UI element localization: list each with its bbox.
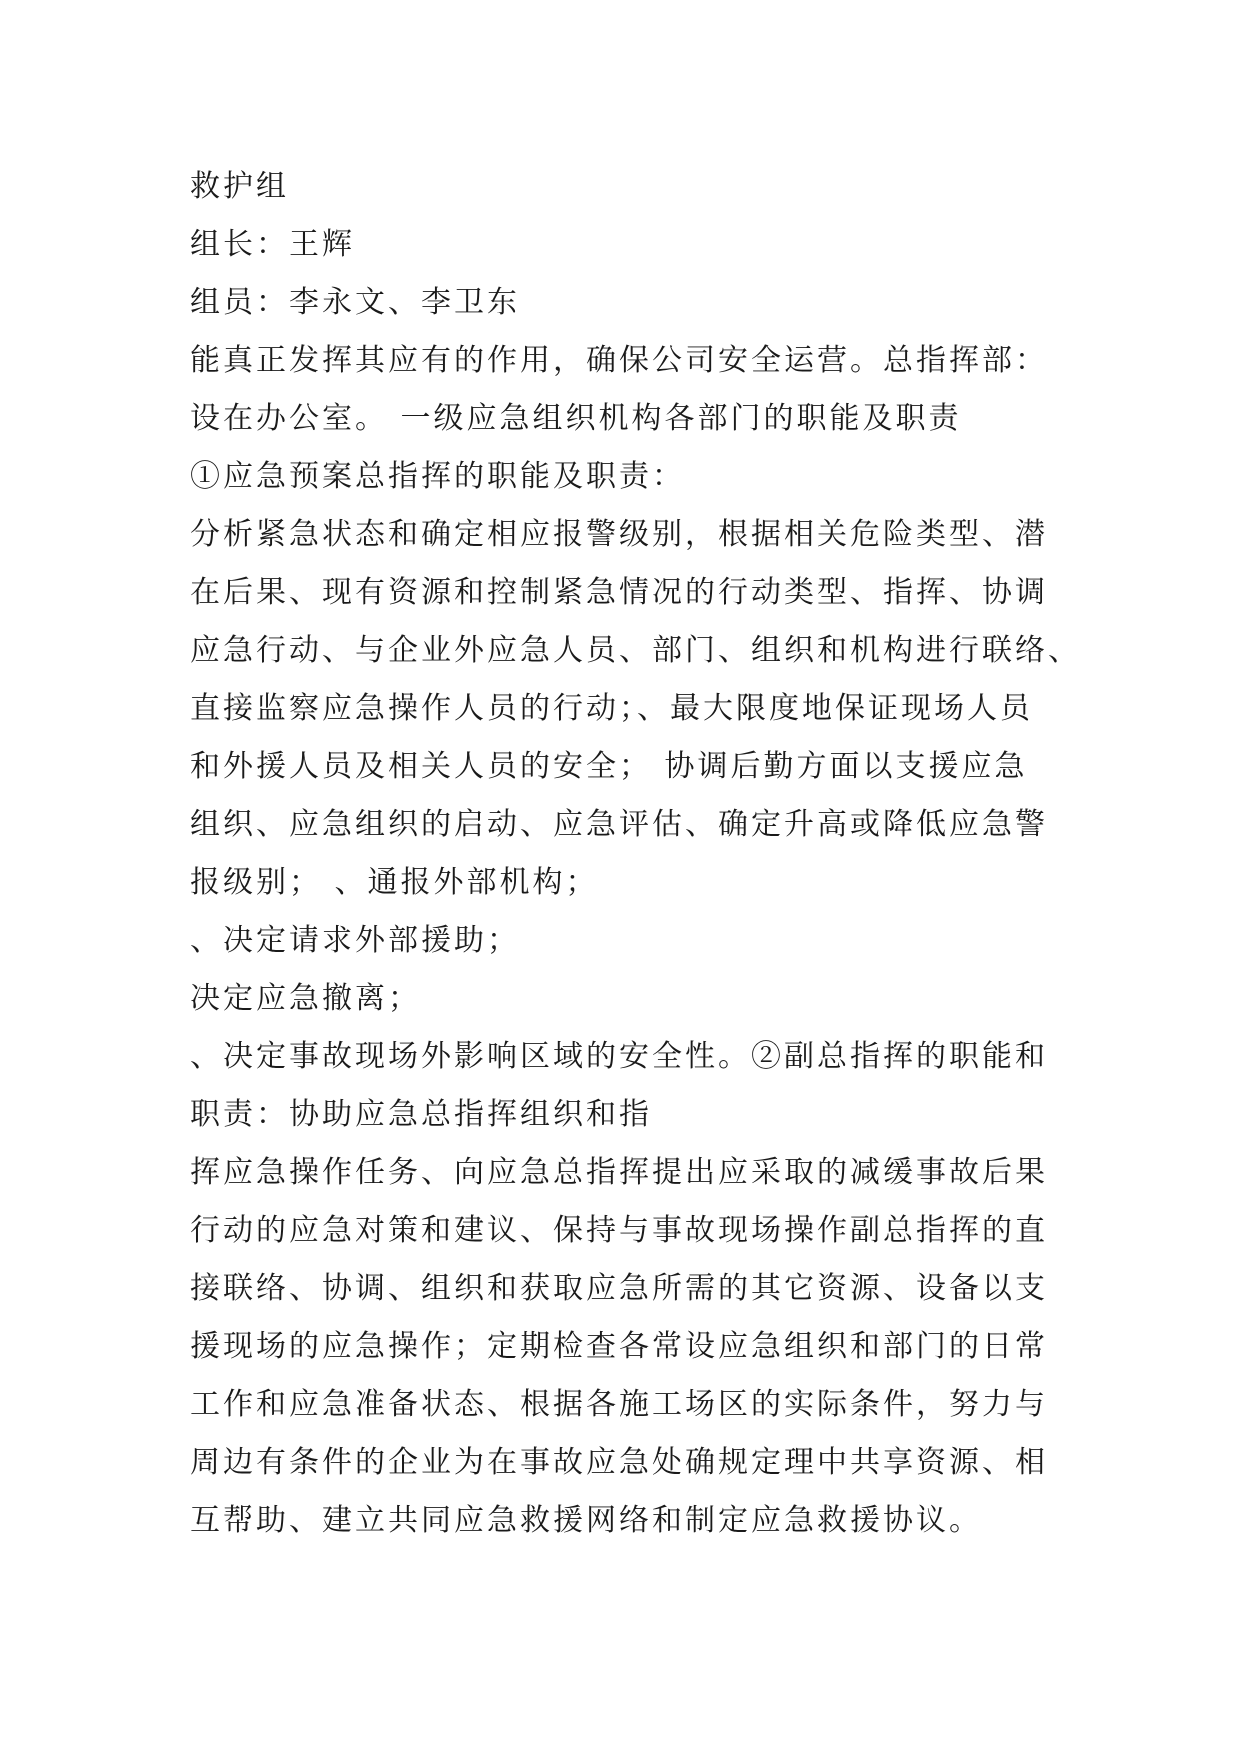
text-line: 接联络、协调、组织和获取应急所需的其它资源、设备以支 bbox=[190, 1271, 1048, 1306]
text-line: 行动的应急对策和建议、保持与事故现场操作副总指挥的直 bbox=[190, 1213, 1048, 1248]
text-line: 援现场的应急操作；定期检查各常设应急组织和部门的日常 bbox=[190, 1329, 1048, 1364]
text-line: 报级别； 、通报外部机构； bbox=[190, 865, 599, 900]
text-line: 工作和应急准备状态、根据各施工场区的实际条件，努力与 bbox=[190, 1387, 1048, 1422]
text-line: 应急行动、与企业外应急人员、部门、组织和机构进行联络、 bbox=[190, 633, 1081, 668]
text-line: 分析紧急状态和确定相应报警级别，根据相关危险类型、潜 bbox=[190, 517, 1048, 552]
text-line: 职责：协助应急总指挥组织和指 bbox=[190, 1097, 652, 1132]
text-line: 、决定请求外部援助； bbox=[190, 923, 520, 958]
text-line: 和外援人员及相关人员的安全； 协调后勤方面以支援应急 bbox=[190, 749, 1028, 784]
text-line: 设在办公室。 一级应急组织机构各部门的职能及职责 bbox=[190, 401, 962, 436]
text-line: 组长：王辉 bbox=[190, 227, 355, 262]
text-line: 互帮助、建立共同应急救援网络和制定应急救援协议。 bbox=[190, 1503, 982, 1538]
text-line: 挥应急操作任务、向应急总指挥提出应采取的减缓事故后果 bbox=[190, 1155, 1048, 1190]
text-line: 、决定事故现场外影响区域的安全性。②副总指挥的职能和 bbox=[190, 1039, 1048, 1074]
text-line: 周边有条件的企业为在事故应急处确规定理中共享资源、相 bbox=[190, 1445, 1048, 1480]
section-heading: 救护组 bbox=[190, 169, 289, 204]
document-body bbox=[190, 158, 1081, 1550]
text-line: 组员：李永文、李卫东 bbox=[190, 285, 520, 320]
text-line: 能真正发挥其应有的作用，确保公司安全运营。总指挥部： bbox=[190, 343, 1048, 378]
text-line: 组织、应急组织的启动、应急评估、确定升高或降低应急警 bbox=[190, 807, 1048, 842]
text-line: ①应急预案总指挥的职能及职责： bbox=[190, 459, 685, 494]
text-line: 决定应急撤离； bbox=[190, 981, 421, 1016]
text-line: 直接监察应急操作人员的行动；、最大限度地保证现场人员 bbox=[190, 691, 1033, 726]
text-line: 在后果、现有资源和控制紧急情况的行动类型、指挥、协调 bbox=[190, 575, 1048, 610]
